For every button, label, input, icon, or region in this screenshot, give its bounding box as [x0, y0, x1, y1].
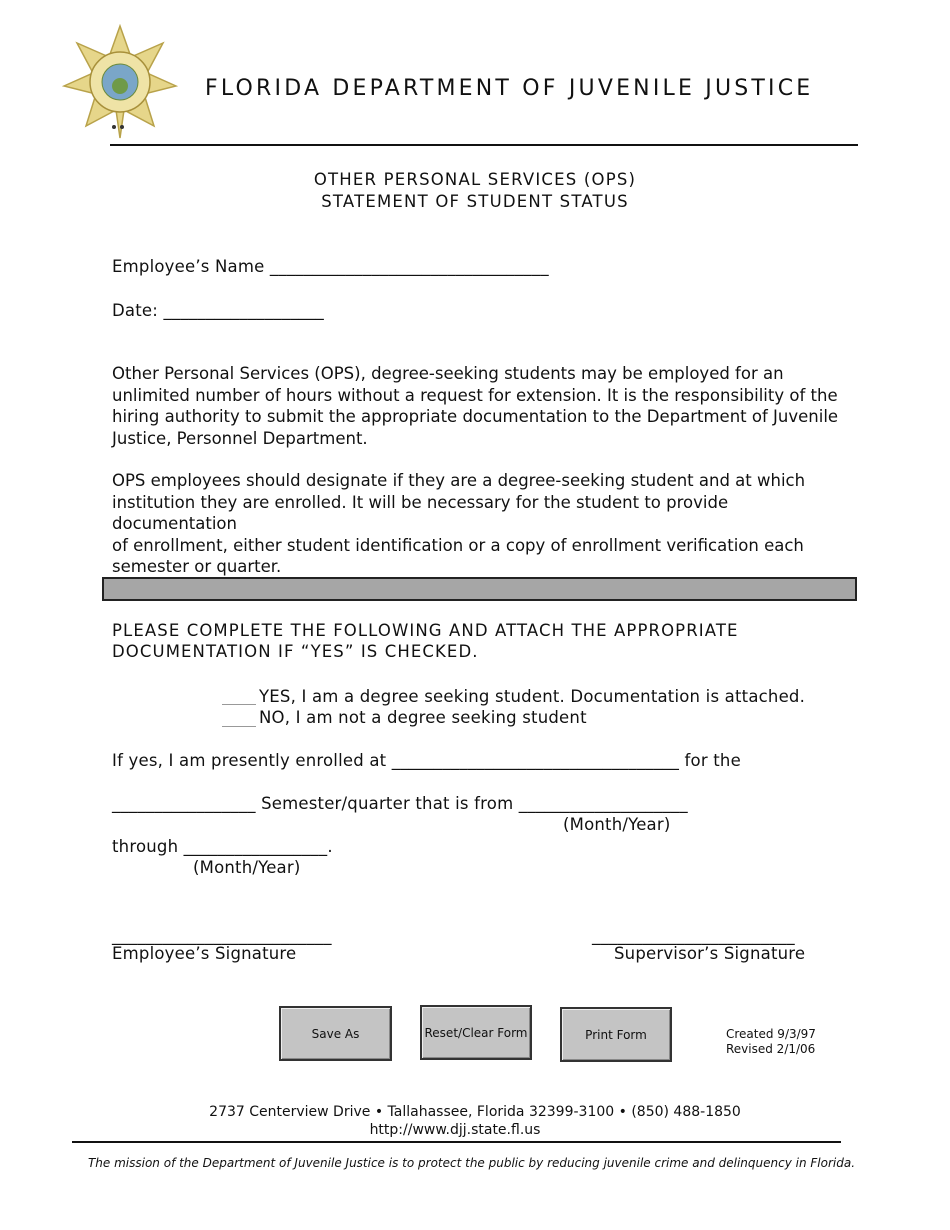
header-divider — [110, 144, 858, 146]
instruction-line2: DOCUMENTATION IF “YES” IS CHECKED. — [112, 642, 479, 661]
form-title-line1: OTHER PERSONAL SERVICES (OPS) — [313, 170, 637, 189]
yes-checkbox[interactable] — [222, 686, 256, 705]
agency-badge-logo — [62, 24, 178, 140]
yes-option-label: YES, I am a degree seeking student. Documentation is attached. — [259, 687, 806, 706]
employee-name-field[interactable]: Employee’s Name _________________________________ — [112, 257, 549, 276]
employee-signature-field[interactable]: __________________________ — [112, 926, 332, 945]
mission-statement: The mission of the Department of Juvenile Justice is to protect the public by reducing juvenile crime and delinquency in Florida. — [87, 1156, 856, 1170]
save-as-button[interactable]: Save As — [279, 1006, 392, 1061]
through-date-field[interactable]: through _________________. — [112, 837, 333, 856]
instruction-line1: PLEASE COMPLETE THE FOLLOWING AND ATTACH THE APPROPRIATE — [112, 621, 739, 640]
created-date: Created 9/3/97 — [726, 1027, 816, 1041]
employee-signature-label: Employee’s Signature — [112, 944, 297, 963]
ops-documentation-paragraph: OPS employees should designate if they are a degree-seeking student and at which institution they are enrolled. It will be necessary for the student to provide documentation of enrollment, either student identification or a copy of enrollment verification each semester or quarter. — [112, 471, 806, 576]
print-form-button[interactable]: Print Form — [560, 1007, 672, 1062]
footer-website-link[interactable]: http://www.djj.state.fl.us — [369, 1122, 541, 1138]
supervisor-signature-field[interactable]: ________________________ — [592, 926, 795, 945]
ops-policy-paragraph: Other Personal Services (OPS), degree-seeking students may be employed for an unlimited number of hours without a request for extension. It is the responsibility of the hiring authority to submit the appropriate documentation to the Department of Juvenile Justice, Personnel Department. — [112, 364, 839, 448]
from-month-year-hint: (Month/Year) — [563, 815, 671, 834]
footer-address: 2737 Centerview Drive • Tallahassee, Florida 32399-3100 • (850) 488-1850 — [209, 1104, 741, 1120]
semester-from-field[interactable]: _________________ Semester/quarter that is from ____________________ — [112, 794, 688, 813]
date-field[interactable]: Date: ___________________ — [112, 301, 324, 320]
revised-date: Revised 2/1/06 — [726, 1042, 816, 1056]
no-checkbox[interactable] — [222, 708, 256, 727]
no-option-label: NO, I am not a degree seeking student — [259, 708, 587, 727]
footer-divider — [72, 1141, 841, 1143]
through-month-year-hint: (Month/Year) — [193, 858, 301, 877]
section-divider-bar — [102, 577, 857, 601]
agency-name: FLORIDA DEPARTMENT OF JUVENILE JUSTICE — [205, 76, 814, 101]
supervisor-signature-label: Supervisor’s Signature — [614, 944, 806, 963]
form-title-line2: STATEMENT OF STUDENT STATUS — [321, 192, 629, 211]
reset-clear-form-button[interactable]: Reset/Clear Form — [420, 1005, 532, 1060]
institution-field[interactable]: If yes, I am presently enrolled at __________________________________ for the — [112, 751, 741, 770]
